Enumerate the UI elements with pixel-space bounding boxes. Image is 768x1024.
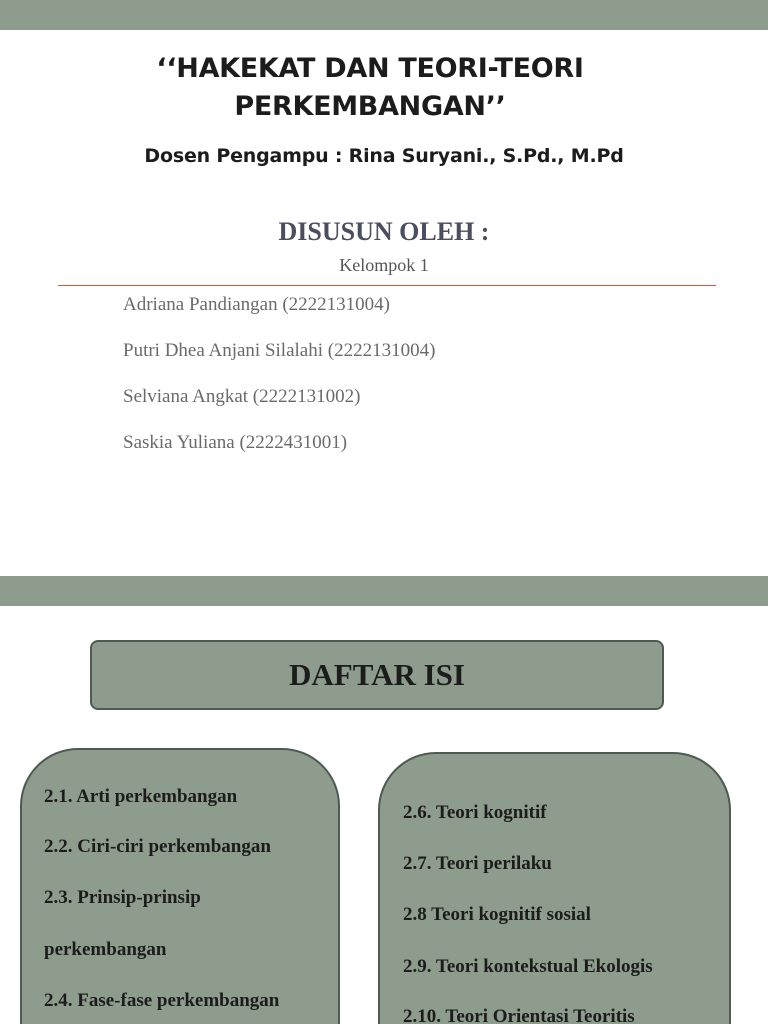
main-title: ‘‘HAKEKAT DAN TEORI-TEORI PERKEMBANGAN’’	[156, 53, 584, 122]
member-item: Putri Dhea Anjani Silalahi (2222131004)	[123, 340, 436, 361]
toc-item: 2.6. Teori kognitif	[403, 802, 547, 823]
toc-heading-box	[90, 640, 664, 710]
top-band	[0, 0, 768, 30]
toc-right-box	[378, 752, 731, 1024]
contents-top-band	[0, 576, 768, 606]
toc-item: 2.2. Ciri-ciri perkembangan	[44, 836, 271, 857]
toc-item: 2.4. Fase-fase perkembangan	[44, 990, 280, 1011]
contents-slide	[0, 576, 768, 1024]
toc-item: 2.10. Teori Orientasi Teoritis	[403, 1006, 635, 1024]
toc-item: 2.9. Teori kontekstual Ekologis	[403, 956, 653, 977]
toc-heading: DAFTAR ISI	[289, 657, 465, 692]
toc-item: 2.8 Teori kognitif sosial	[403, 904, 591, 925]
toc-left-box	[20, 748, 340, 1024]
divider-line	[58, 285, 716, 286]
compiled-by-heading: DISUSUN OLEH :	[278, 217, 490, 246]
group-label: Kelompok 1	[339, 255, 429, 275]
toc-item: perkembangan	[44, 939, 167, 960]
member-item: Adriana Pandiangan (2222131004)	[123, 294, 390, 315]
toc-item: 2.7. Teori perilaku	[403, 853, 552, 874]
toc-item: 2.3. Prinsip-prinsip	[44, 887, 201, 908]
member-item: Selviana Angkat (2222131002)	[123, 386, 361, 407]
lecturer-line: Dosen Pengampu : Rina Suryani., S.Pd., M.Pd	[144, 145, 624, 167]
member-list	[123, 293, 435, 477]
toc-item: 2.1. Arti perkembangan	[44, 786, 238, 807]
member-item: Saskia Yuliana (2222431001)	[123, 432, 348, 453]
